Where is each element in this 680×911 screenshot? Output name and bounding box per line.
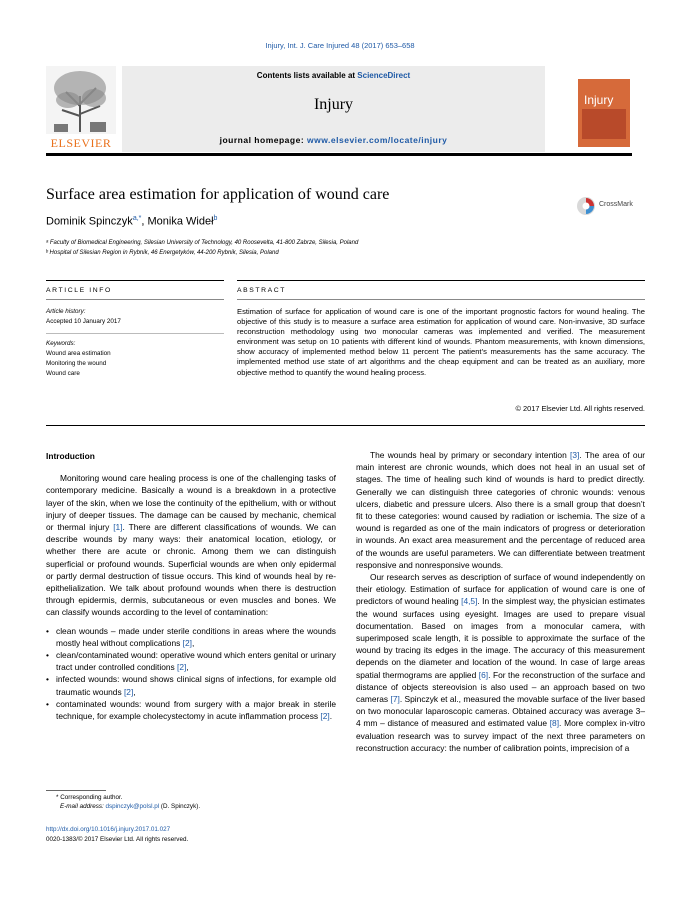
text-run: contaminated wounds: wound from surgery with a major break in sterile technique, for example cholecystectomy in acute inflammation process xyxy=(56,698,336,722)
text-run: clean/contaminated wound: operative wound which enters genital or urinary tract under controlled conditions xyxy=(56,650,336,673)
reference-link[interactable]: [3] xyxy=(570,450,580,460)
rule xyxy=(46,299,224,300)
accepted-date: Accepted 10 January 2017 xyxy=(46,318,121,325)
text-run: . The area of our main interest are chronic wounds, which does not heal in an usual set of stages. The time of healing such kind of wounds is hard to predict directly. Generally we can distinguish three categories of chronic wounds: venous ulcers, diabetic and pressure ulcers. Also there is a small group that doesn’t fit to these categories: wound caused by radiation or ischemia. The size of a wound is regarded as one of the main indicators of progress or deterioration in wounds. An exact area measurement and the percentage of reduced area of the wounds are useful parameters. We can differentiate between treatment responsive and nonresponsive wounds. xyxy=(356,450,646,570)
issn-line: 0020-1383/© 2017 Elsevier Ltd. All rights reserved. xyxy=(46,836,189,843)
email-name: (D. Spinczyk). xyxy=(159,803,201,810)
copyright-line: © 2017 Elsevier Ltd. All rights reserved. xyxy=(515,404,645,413)
footnote-rule xyxy=(46,790,106,791)
text-run: clean wounds – made under sterile conditions in areas where the wounds mostly heal without complications xyxy=(56,625,336,648)
paragraph xyxy=(356,571,645,754)
author-name[interactable]: Dominik Spinczyk xyxy=(46,215,133,228)
citation-line[interactable]: Injury, Int. J. Care Injured 48 (2017) 653–658 xyxy=(265,41,415,50)
text-run: . There are different classifications of wounds. We can describe wounds by many ways: their anatomical location, etiology, or whether there are acute or chronic. Among them we can distinguish superficial or profound wounds. Superficial wounds are when only epidermal or partly dermal destruction of tissue occurs. This kind of wounds heal by re-epithelialization. We talk about profound wounds when there is destruction through epidermis, dermis, subcutaneous or even muscles and bones. We can classify wounds according to the level of contamination: xyxy=(46,522,336,618)
reference-link[interactable]: [4,5] xyxy=(461,596,478,607)
rule xyxy=(237,299,645,300)
contents-line xyxy=(122,71,545,80)
journal-cover[interactable] xyxy=(578,79,630,147)
masthead-rule xyxy=(46,153,632,156)
reference-link[interactable]: [8] xyxy=(549,718,560,729)
text-run: . For the reconstruction of the surface and distance of objects stereovision is also used – an approach based on two cameras xyxy=(356,669,645,705)
author-list xyxy=(46,215,217,228)
homepage-link[interactable]: www.elsevier.com/locate/injury xyxy=(307,135,448,145)
rule xyxy=(46,425,645,426)
keywords-label: Keywords: xyxy=(46,340,76,347)
corresponding-note: * Corresponding author. xyxy=(56,794,123,801)
rule xyxy=(237,280,645,281)
reference-link[interactable]: [2] xyxy=(177,662,187,673)
journal-masthead xyxy=(46,66,632,152)
author-name[interactable]: Monika Wideł xyxy=(147,215,214,228)
text-run: . Spinczyk et al., measured the movable surface of the liver based on two monocular laparoscopic cameras. Obtained accuracy was average 3–4 mm – distance of measured and estimated value xyxy=(356,694,645,729)
abstract-heading: ABSTRACT xyxy=(237,287,287,294)
history-label: Article history: xyxy=(46,308,86,315)
homepage-label: journal homepage: xyxy=(219,135,308,145)
text-run: The wounds heal by primary or secondary intention xyxy=(370,450,571,460)
author-affil-sup[interactable]: b xyxy=(213,215,218,222)
crossmark-label: CrossMark xyxy=(599,201,633,208)
keyword: Monitoring the wound xyxy=(46,360,107,367)
text-run: , xyxy=(133,686,136,697)
reference-link[interactable]: [2] xyxy=(123,686,134,697)
author-separator: , xyxy=(141,215,148,228)
cover-title: Injury xyxy=(584,93,614,107)
right-column xyxy=(356,449,645,754)
list-item xyxy=(46,673,336,697)
reference-link[interactable]: [7] xyxy=(390,694,400,705)
text-run: . In the simplest way, the physician estimates the wound surfaces using eyesight. Images are used to prepare visual documentation. Based on images from a monocular camera, with superimposed scale length, it is possible to approximate the surface of the wound by tracing its edges in the image. The accuracy of this measurement depends on the diameter and location of the wound. In case of large areas spatial thermograms are applied xyxy=(356,596,645,680)
sciencedirect-link[interactable]: ScienceDirect xyxy=(357,71,411,80)
doi-link[interactable]: http://dx.doi.org/10.1016/j.injury.2017.01.027 xyxy=(46,826,171,833)
email-note xyxy=(60,803,200,810)
contamination-list xyxy=(46,625,336,723)
journal-homepage xyxy=(122,135,545,145)
text-run: , xyxy=(191,637,195,648)
affiliation-b: ᵇ Hospital of Silesian Region in Rybnik, 46 Energetyków, 44-200 Rybnik, Silesia, Poland xyxy=(46,250,279,256)
list-item xyxy=(46,649,336,673)
section-heading: Introduction xyxy=(46,451,95,461)
list-item xyxy=(46,698,336,722)
email-link[interactable]: dspinczyk@polsl.pl xyxy=(105,803,160,810)
abstract-text: Estimation of surface for application of wound care is one of the important prognostic factors for wound healing. The objective of this study is to measure a surface area estimation for application of wound care. Non-invasive, 3D surface reconstruction methodology using two monocular cameras was implemented and verified. The measurement environment was setup on 10 patients with different kind of wounds. Phantom measurements, with known dimensions, show accuracy of implemented method below 11 percent The patient’s measurements has the same accuracy. The implemented method use state of art algorithms and the cheap equipment and can be treated as an auxiliary, more objective method to quantify the wound healing process. xyxy=(237,307,645,377)
text-run: infected wounds: wound shows clinical signs of infections, for example old traumatic wounds xyxy=(56,674,336,697)
journal-name: Injury xyxy=(313,96,354,113)
rule xyxy=(46,333,224,334)
text-run: . xyxy=(329,711,333,722)
text-run: . More complex in-vitro evaluation research was to survey impact of the next three parameters on reconstruction accuracy: the number of calibration points, imprecision of a xyxy=(356,718,646,753)
crossmark-icon xyxy=(576,196,596,216)
cover-image xyxy=(582,109,626,139)
keyword: Wound area estimation xyxy=(46,350,111,357)
rule xyxy=(46,280,224,281)
article-info-heading: ARTICLE INFO xyxy=(46,287,112,294)
elsevier-tree-logo[interactable] xyxy=(46,66,116,152)
list-item xyxy=(46,625,336,649)
email-label: E-mail address: xyxy=(60,803,106,810)
text-run: Our research serves as description of surface of wound independently on their etiology. Estimation of surface for application of wound care is one of predictors of wound healing xyxy=(356,572,645,607)
left-column xyxy=(46,450,336,722)
paragraph xyxy=(46,472,336,618)
reference-link[interactable]: [6] xyxy=(478,669,489,680)
publisher-name: ELSEVIER xyxy=(50,136,112,150)
contents-prefix: Contents lists available at xyxy=(256,71,358,80)
reference-link[interactable]: [2] xyxy=(182,637,192,648)
reference-link[interactable]: [2] xyxy=(320,711,330,722)
crossmark-badge[interactable] xyxy=(576,196,632,216)
author-affil-sup[interactable]: a,* xyxy=(132,215,142,222)
affiliation-a: ᵃ Faculty of Biomedical Engineering, Silesian University of Technology, 40 Roosevelta, 41-800 Zabrze, Silesia, Poland xyxy=(46,240,359,246)
article-title: Surface area estimation for application of wound care xyxy=(46,186,390,203)
masthead-center xyxy=(122,66,545,152)
reference-link[interactable]: [1] xyxy=(113,522,123,533)
text-run: Monitoring wound care healing process is one of the challenging tasks of contemporary medicine. Basically a wound is a breakdown in a protective layer of the skin, when we lose the continuity of the epithelium, with or without injury of deeper tissues. The damage can be caused by mechanic, chemical or thermal injury xyxy=(46,473,336,533)
text-run: , xyxy=(186,662,189,673)
paragraph xyxy=(356,449,645,571)
keyword: Wound care xyxy=(46,370,80,377)
